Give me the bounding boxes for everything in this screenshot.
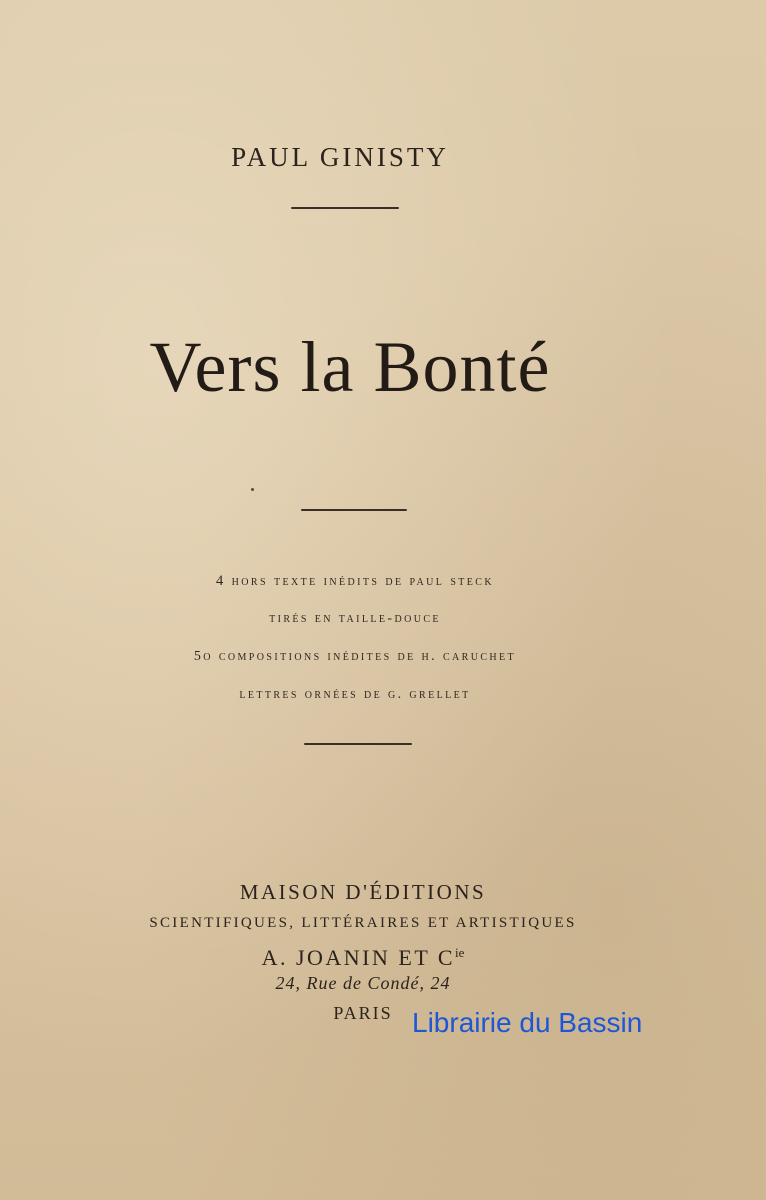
publisher-block [0,876,726,1028]
seller-watermark: Librairie du Bassin [412,1007,643,1038]
illustration-credits [0,562,710,714]
credit-line: 5o compositions inédites de h. caruchet [193,649,517,664]
publisher-name-main: A. JOANIN ET C [261,945,456,970]
publisher-house: MAISON D'ÉDITIONS [239,880,487,904]
book-title: Vers la Bonté [149,327,551,407]
publisher-city: PARIS [333,1003,393,1023]
credit-line: 4 hors texte inédits de paul steck [215,573,494,589]
divider-rule [301,509,407,511]
publisher-address: 24, Rue de Condé, 24 [275,973,451,993]
publisher-name-sup: ie [455,945,465,960]
publisher-subtitle: SCIENTIFIQUES, LITTÉRAIRES ET ARTISTIQUES [149,915,577,931]
divider-rule [304,743,412,745]
credit-line: tirés en taille-douce [269,611,441,626]
credit-line: lettres ornées de g. grellet [239,687,471,702]
divider-rule [291,207,399,209]
paper-speck [251,488,254,491]
author-name: PAUL GINISTY [231,142,449,172]
publisher-name [0,938,726,968]
